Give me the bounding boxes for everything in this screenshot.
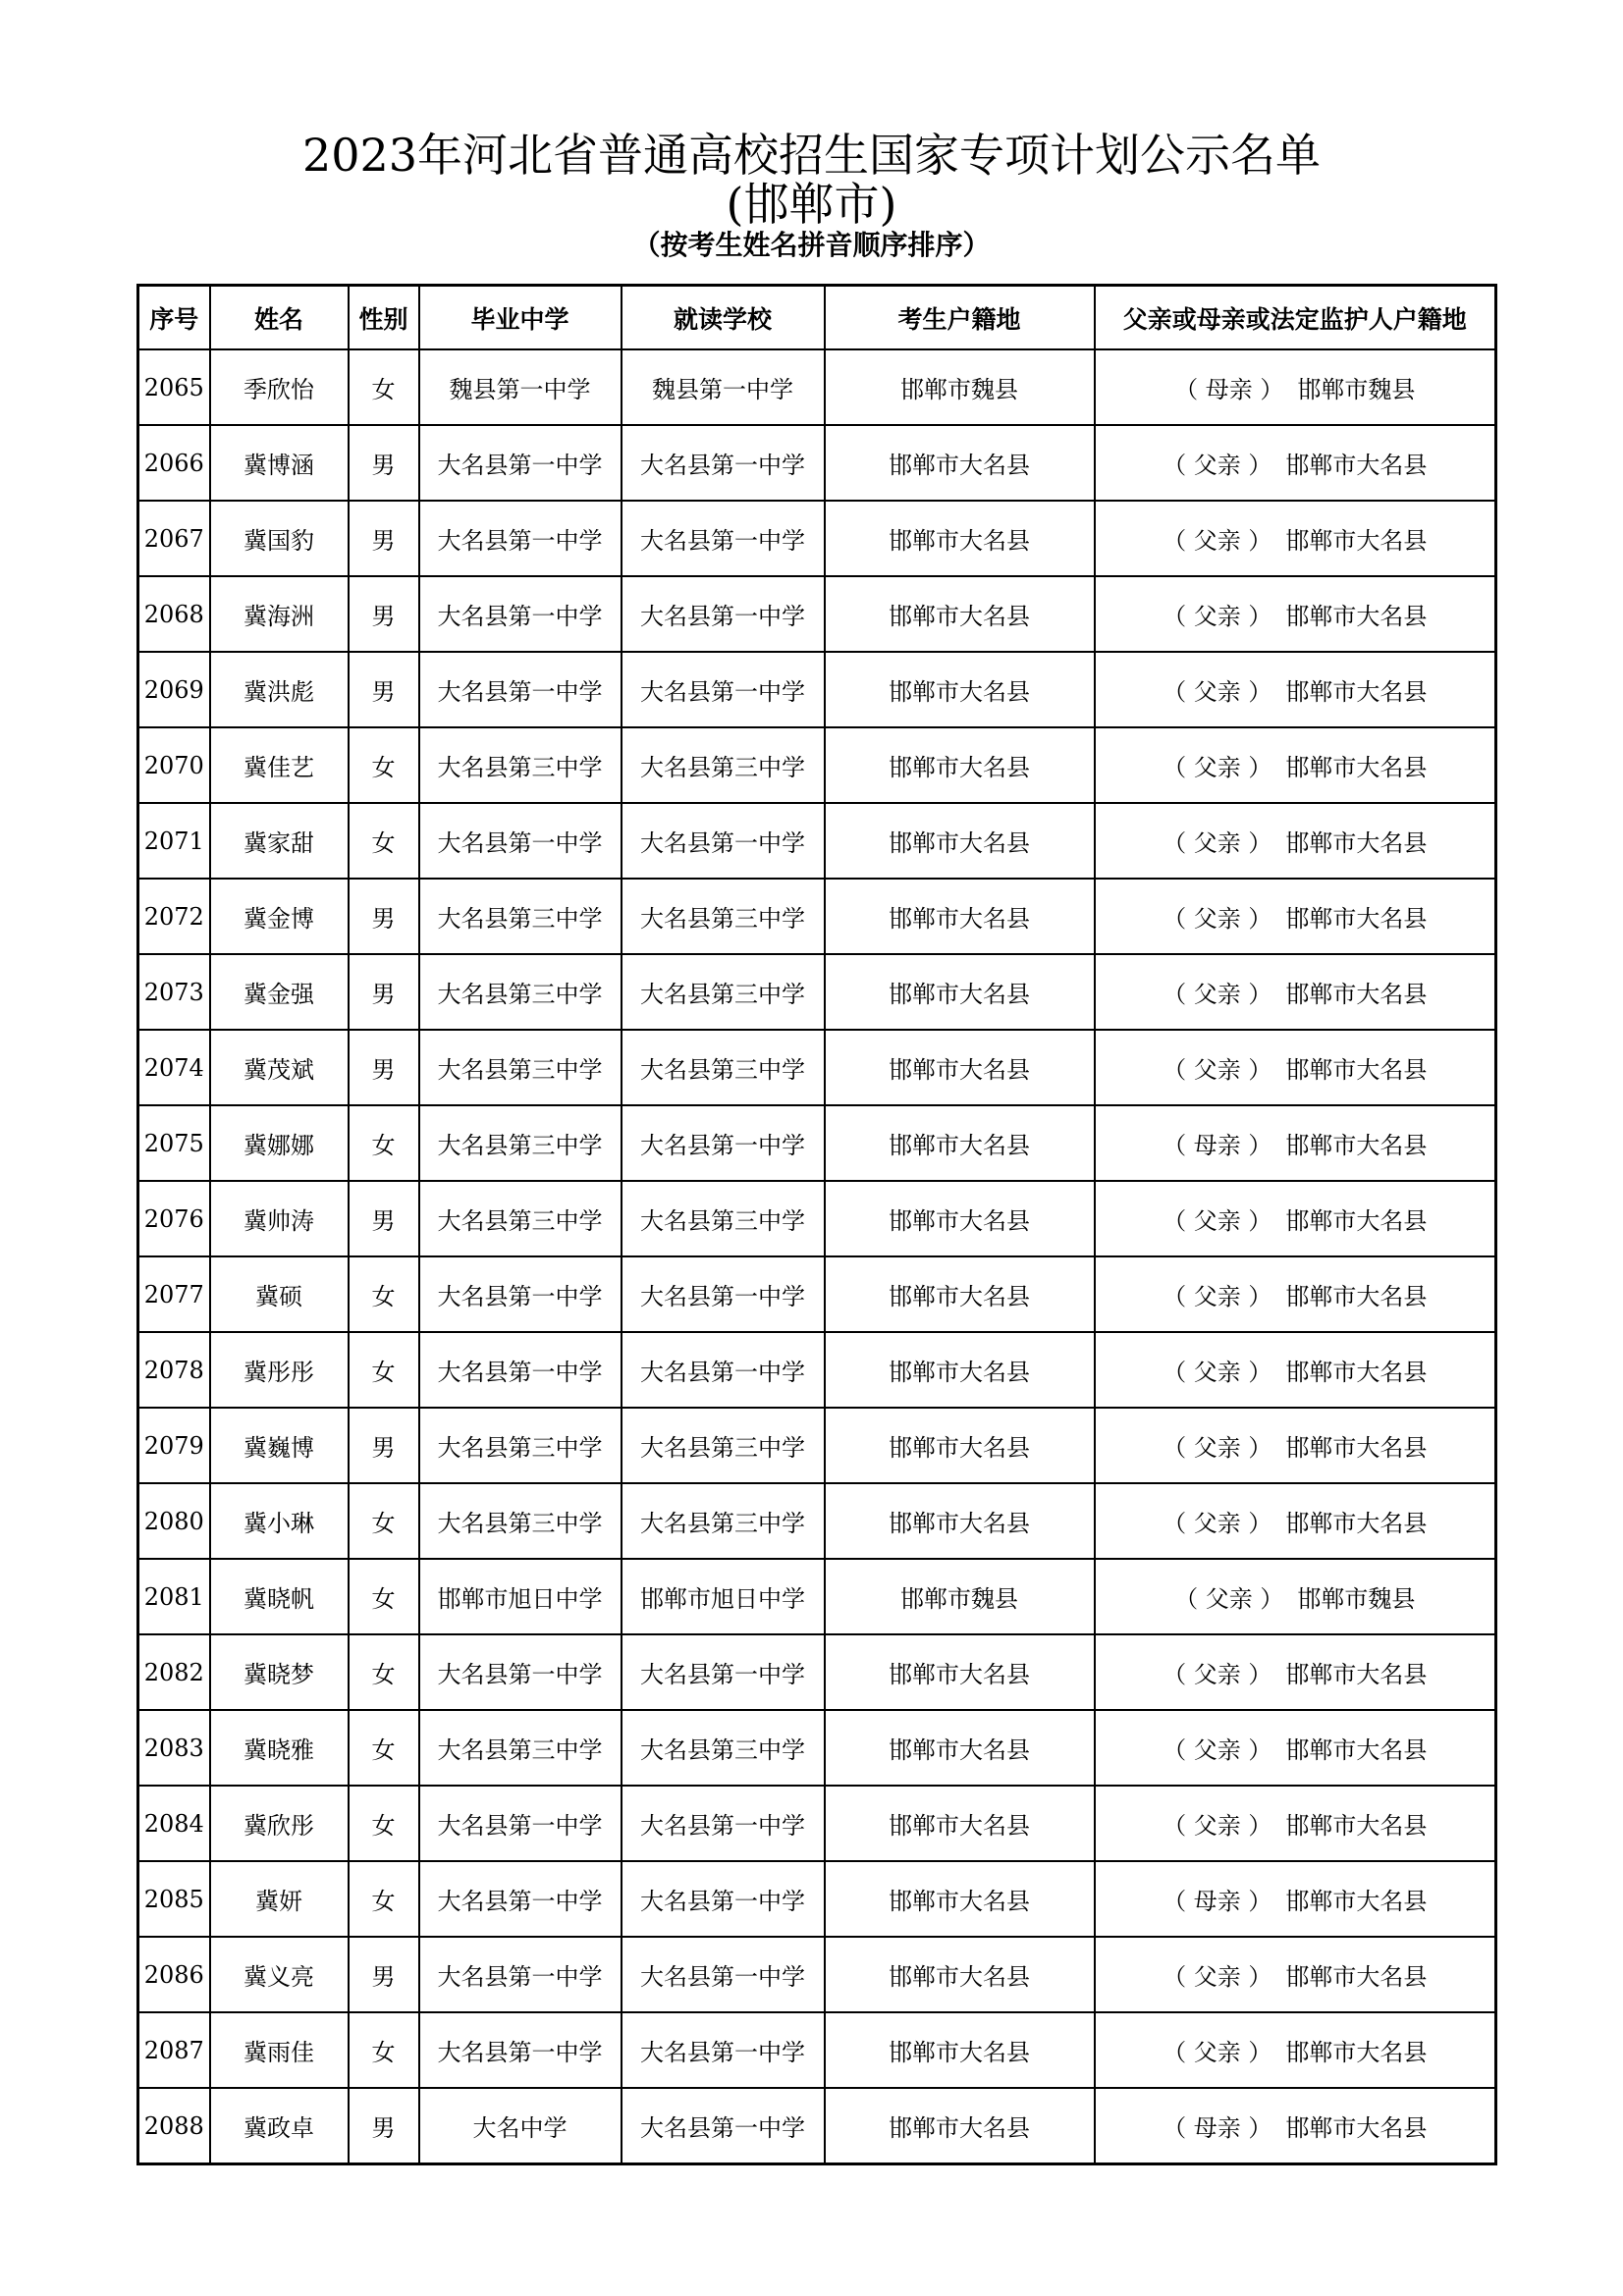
cell-hukou: 邯郸市大名县	[825, 2012, 1095, 2088]
table-row	[138, 1181, 1496, 1256]
table-row	[138, 1937, 1496, 2012]
cell-name: 冀娜娜	[210, 1105, 349, 1181]
cell-current-school: 大名县第一中学	[622, 1786, 825, 1861]
cell-no: 2075	[138, 1105, 210, 1181]
cell-current-school: 邯郸市旭日中学	[622, 1559, 825, 1634]
cell-guardian-hukou	[1095, 576, 1496, 652]
table-row	[138, 727, 1496, 803]
cell-current-school: 大名县第一中学	[622, 1937, 825, 2012]
header-cell-no: 序号	[138, 286, 210, 350]
guardian-relation: （ 母亲 ）	[1163, 1132, 1272, 1159]
table-row	[138, 1786, 1496, 1861]
guardian-relation: （ 父亲 ）	[1163, 1510, 1272, 1537]
cell-grad-school: 大名县第三中学	[419, 727, 622, 803]
cell-gender: 女	[349, 1710, 419, 1786]
cell-current-school: 大名县第三中学	[622, 727, 825, 803]
cell-no: 2084	[138, 1786, 210, 1861]
guardian-place: 邯郸市大名县	[1285, 2114, 1428, 2142]
cell-guardian-hukou	[1095, 1408, 1496, 1483]
cell-gender: 女	[349, 349, 419, 425]
guardian-relation: （ 父亲 ）	[1163, 1963, 1272, 1991]
cell-gender: 男	[349, 501, 419, 576]
guardian-place: 邯郸市大名县	[1285, 829, 1428, 857]
cell-current-school: 大名县第三中学	[622, 1408, 825, 1483]
guardian-place: 邯郸市大名县	[1285, 1207, 1428, 1235]
guardian-relation: （ 父亲 ）	[1163, 981, 1272, 1008]
cell-gender: 男	[349, 2088, 419, 2164]
guardian-relation: （ 父亲 ）	[1163, 1736, 1272, 1764]
cell-grad-school: 大名县第一中学	[419, 1634, 622, 1710]
guardian-place: 邯郸市大名县	[1285, 1132, 1428, 1159]
cell-gender: 男	[349, 954, 419, 1030]
cell-no: 2074	[138, 1030, 210, 1105]
cell-name: 冀洪彪	[210, 652, 349, 727]
cell-hukou: 邯郸市大名县	[825, 727, 1095, 803]
table-row	[138, 1408, 1496, 1483]
cell-no: 2085	[138, 1861, 210, 1937]
cell-gender: 女	[349, 1256, 419, 1332]
cell-guardian-hukou	[1095, 954, 1496, 1030]
header-cell-gender: 性别	[349, 286, 419, 350]
cell-guardian-hukou	[1095, 1786, 1496, 1861]
roster-table	[136, 284, 1497, 2165]
guardian-place: 邯郸市魏县	[1297, 376, 1416, 403]
cell-gender: 男	[349, 425, 419, 501]
guardian-place: 邯郸市大名县	[1285, 1434, 1428, 1462]
guardian-relation: （ 母亲 ）	[1174, 376, 1284, 403]
cell-guardian-hukou	[1095, 1559, 1496, 1634]
cell-gender: 男	[349, 652, 419, 727]
cell-current-school: 大名县第三中学	[622, 954, 825, 1030]
cell-grad-school: 大名县第一中学	[419, 425, 622, 501]
cell-no: 2086	[138, 1937, 210, 2012]
cell-gender: 女	[349, 1105, 419, 1181]
table-row	[138, 425, 1496, 501]
guardian-relation: （ 父亲 ）	[1163, 905, 1272, 933]
cell-grad-school: 大名县第三中学	[419, 1710, 622, 1786]
cell-hukou: 邯郸市大名县	[825, 576, 1095, 652]
table-row	[138, 576, 1496, 652]
document-subtitle: (邯郸市)	[726, 178, 897, 231]
cell-guardian-hukou	[1095, 879, 1496, 954]
guardian-relation: （ 父亲 ）	[1163, 829, 1272, 857]
cell-guardian-hukou	[1095, 1937, 1496, 2012]
cell-hukou: 邯郸市大名县	[825, 954, 1095, 1030]
cell-gender: 女	[349, 727, 419, 803]
cell-current-school: 大名县第一中学	[622, 2088, 825, 2164]
table-row	[138, 652, 1496, 727]
cell-hukou: 邯郸市大名县	[825, 1256, 1095, 1332]
cell-no: 2068	[138, 576, 210, 652]
table-row	[138, 1710, 1496, 1786]
table-row	[138, 1559, 1496, 1634]
cell-current-school: 大名县第一中学	[622, 1634, 825, 1710]
cell-current-school: 大名县第一中学	[622, 2012, 825, 2088]
cell-hukou: 邯郸市大名县	[825, 1408, 1095, 1483]
cell-hukou: 邯郸市大名县	[825, 2088, 1095, 2164]
cell-guardian-hukou	[1095, 501, 1496, 576]
guardian-relation: （ 父亲 ）	[1163, 2039, 1272, 2066]
cell-guardian-hukou	[1095, 652, 1496, 727]
table-row	[138, 2088, 1496, 2164]
guardian-relation: （ 父亲 ）	[1163, 1207, 1272, 1235]
table-row	[138, 501, 1496, 576]
cell-current-school: 大名县第一中学	[622, 803, 825, 879]
cell-hukou: 邯郸市大名县	[825, 1786, 1095, 1861]
cell-guardian-hukou	[1095, 1181, 1496, 1256]
cell-no: 2079	[138, 1408, 210, 1483]
guardian-relation: （ 父亲 ）	[1163, 1283, 1272, 1310]
cell-gender: 女	[349, 1786, 419, 1861]
guardian-place: 邯郸市大名县	[1285, 2039, 1428, 2066]
cell-current-school: 大名县第一中学	[622, 1861, 825, 1937]
cell-grad-school: 大名县第三中学	[419, 1030, 622, 1105]
cell-current-school: 大名县第一中学	[622, 1332, 825, 1408]
guardian-relation: （ 父亲 ）	[1163, 754, 1272, 781]
cell-name: 冀帅涛	[210, 1181, 349, 1256]
table-row	[138, 349, 1496, 425]
cell-name: 冀政卓	[210, 2088, 349, 2164]
cell-guardian-hukou	[1095, 425, 1496, 501]
cell-current-school: 大名县第一中学	[622, 425, 825, 501]
cell-current-school: 大名县第一中学	[622, 501, 825, 576]
guardian-place: 邯郸市大名县	[1285, 981, 1428, 1008]
cell-hukou: 邯郸市大名县	[825, 1937, 1095, 2012]
cell-no: 2069	[138, 652, 210, 727]
cell-hukou: 邯郸市魏县	[825, 349, 1095, 425]
cell-guardian-hukou	[1095, 803, 1496, 879]
table-row	[138, 1105, 1496, 1181]
guardian-place: 邯郸市大名县	[1285, 452, 1428, 479]
cell-gender: 女	[349, 1483, 419, 1559]
guardian-place: 邯郸市大名县	[1285, 678, 1428, 706]
cell-hukou: 邯郸市大名县	[825, 1861, 1095, 1937]
guardian-place: 邯郸市大名县	[1285, 1963, 1428, 1991]
cell-grad-school: 大名中学	[419, 2088, 622, 2164]
cell-guardian-hukou	[1095, 1861, 1496, 1937]
cell-guardian-hukou	[1095, 727, 1496, 803]
cell-grad-school: 邯郸市旭日中学	[419, 1559, 622, 1634]
cell-name: 冀妍	[210, 1861, 349, 1937]
guardian-relation: （ 父亲 ）	[1163, 1812, 1272, 1840]
cell-name: 季欣怡	[210, 349, 349, 425]
cell-grad-school: 大名县第一中学	[419, 1332, 622, 1408]
cell-grad-school: 大名县第一中学	[419, 576, 622, 652]
cell-hukou: 邯郸市大名县	[825, 1105, 1095, 1181]
cell-grad-school: 大名县第三中学	[419, 954, 622, 1030]
cell-name: 冀金强	[210, 954, 349, 1030]
cell-grad-school: 大名县第三中学	[419, 1408, 622, 1483]
document-title: 2023年河北省普通高校招生国家专项计划公示名单	[301, 129, 1322, 182]
cell-hukou: 邯郸市大名县	[825, 1710, 1095, 1786]
cell-no: 2070	[138, 727, 210, 803]
guardian-place: 邯郸市大名县	[1285, 1736, 1428, 1764]
guardian-place: 邯郸市大名县	[1285, 1359, 1428, 1386]
cell-current-school: 大名县第三中学	[622, 1030, 825, 1105]
cell-current-school: 大名县第三中学	[622, 1181, 825, 1256]
cell-grad-school: 大名县第三中学	[419, 1483, 622, 1559]
guardian-place: 邯郸市大名县	[1285, 1283, 1428, 1310]
cell-no: 2078	[138, 1332, 210, 1408]
cell-name: 冀彤彤	[210, 1332, 349, 1408]
cell-current-school: 大名县第一中学	[622, 652, 825, 727]
cell-current-school: 魏县第一中学	[622, 349, 825, 425]
cell-current-school: 大名县第一中学	[622, 1105, 825, 1181]
guardian-relation: （ 父亲 ）	[1163, 1359, 1272, 1386]
cell-name: 冀义亮	[210, 1937, 349, 2012]
guardian-relation: （ 父亲 ）	[1163, 678, 1272, 706]
cell-guardian-hukou	[1095, 1634, 1496, 1710]
guardian-place: 邯郸市大名县	[1285, 1888, 1428, 1915]
cell-no: 2072	[138, 879, 210, 954]
cell-hukou: 邯郸市大名县	[825, 879, 1095, 954]
cell-gender: 男	[349, 1937, 419, 2012]
cell-grad-school: 大名县第三中学	[419, 879, 622, 954]
cell-name: 冀金博	[210, 879, 349, 954]
cell-name: 冀佳艺	[210, 727, 349, 803]
cell-hukou: 邯郸市大名县	[825, 1181, 1095, 1256]
table-row	[138, 954, 1496, 1030]
guardian-place: 邯郸市大名县	[1285, 527, 1428, 555]
cell-gender: 女	[349, 1634, 419, 1710]
cell-gender: 女	[349, 803, 419, 879]
cell-grad-school: 大名县第三中学	[419, 1105, 622, 1181]
cell-name: 冀雨佳	[210, 2012, 349, 2088]
table-body	[138, 349, 1496, 2164]
guardian-place: 邯郸市魏县	[1297, 1585, 1416, 1613]
cell-gender: 男	[349, 1030, 419, 1105]
cell-guardian-hukou	[1095, 1332, 1496, 1408]
header-cell-guardian-hukou: 父亲或母亲或法定监护人户籍地	[1095, 286, 1496, 350]
table-row	[138, 1483, 1496, 1559]
cell-no: 2076	[138, 1181, 210, 1256]
guardian-place: 邯郸市大名县	[1285, 1056, 1428, 1084]
sort-note: （按考生姓名拼音顺序排序）	[632, 229, 991, 261]
cell-guardian-hukou	[1095, 1483, 1496, 1559]
cell-guardian-hukou	[1095, 1105, 1496, 1181]
cell-gender: 男	[349, 576, 419, 652]
cell-gender: 女	[349, 1559, 419, 1634]
table-row	[138, 803, 1496, 879]
cell-grad-school: 魏县第一中学	[419, 349, 622, 425]
guardian-relation: （ 母亲 ）	[1163, 1888, 1272, 1915]
header-row	[138, 286, 1496, 350]
cell-no: 2088	[138, 2088, 210, 2164]
cell-name: 冀茂斌	[210, 1030, 349, 1105]
cell-name: 冀博涵	[210, 425, 349, 501]
cell-name: 冀欣彤	[210, 1786, 349, 1861]
cell-hukou: 邯郸市大名县	[825, 1483, 1095, 1559]
cell-current-school: 大名县第三中学	[622, 1710, 825, 1786]
table-row	[138, 2012, 1496, 2088]
cell-guardian-hukou	[1095, 2088, 1496, 2164]
cell-hukou: 邯郸市大名县	[825, 1030, 1095, 1105]
cell-hukou: 邯郸市大名县	[825, 803, 1095, 879]
cell-name: 冀家甜	[210, 803, 349, 879]
cell-no: 2081	[138, 1559, 210, 1634]
cell-gender: 男	[349, 879, 419, 954]
guardian-relation: （ 父亲 ）	[1163, 1056, 1272, 1084]
guardian-relation: （ 父亲 ）	[1163, 603, 1272, 630]
table-header	[138, 286, 1496, 350]
cell-name: 冀海洲	[210, 576, 349, 652]
cell-grad-school: 大名县第一中学	[419, 501, 622, 576]
table-row	[138, 879, 1496, 954]
cell-grad-school: 大名县第一中学	[419, 1861, 622, 1937]
cell-hukou: 邯郸市大名县	[825, 1634, 1095, 1710]
table-row	[138, 1332, 1496, 1408]
guardian-place: 邯郸市大名县	[1285, 603, 1428, 630]
cell-hukou: 邯郸市大名县	[825, 501, 1095, 576]
cell-hukou: 邯郸市大名县	[825, 652, 1095, 727]
cell-grad-school: 大名县第一中学	[419, 2012, 622, 2088]
guardian-relation: （ 父亲 ）	[1174, 1585, 1284, 1613]
table-row	[138, 1256, 1496, 1332]
header-cell-current-school: 就读学校	[622, 286, 825, 350]
cell-name: 冀晓梦	[210, 1634, 349, 1710]
cell-name: 冀晓雅	[210, 1710, 349, 1786]
cell-gender: 女	[349, 1332, 419, 1408]
cell-name: 冀巍博	[210, 1408, 349, 1483]
cell-grad-school: 大名县第一中学	[419, 1786, 622, 1861]
cell-name: 冀硕	[210, 1256, 349, 1332]
cell-no: 2065	[138, 349, 210, 425]
cell-guardian-hukou	[1095, 2012, 1496, 2088]
guardian-relation: （ 父亲 ）	[1163, 527, 1272, 555]
cell-hukou: 邯郸市魏县	[825, 1559, 1095, 1634]
cell-grad-school: 大名县第一中学	[419, 1937, 622, 2012]
cell-no: 2082	[138, 1634, 210, 1710]
cell-guardian-hukou	[1095, 349, 1496, 425]
guardian-relation: （ 母亲 ）	[1163, 2114, 1272, 2142]
cell-name: 冀国豹	[210, 501, 349, 576]
cell-no: 2077	[138, 1256, 210, 1332]
guardian-place: 邯郸市大名县	[1285, 1812, 1428, 1840]
guardian-place: 邯郸市大名县	[1285, 1510, 1428, 1537]
cell-no: 2080	[138, 1483, 210, 1559]
cell-guardian-hukou	[1095, 1710, 1496, 1786]
header-cell-grad-school: 毕业中学	[419, 286, 622, 350]
table-row	[138, 1634, 1496, 1710]
guardian-relation: （ 父亲 ）	[1163, 1661, 1272, 1688]
cell-current-school: 大名县第一中学	[622, 576, 825, 652]
header-cell-hukou: 考生户籍地	[825, 286, 1095, 350]
cell-no: 2083	[138, 1710, 210, 1786]
guardian-relation: （ 父亲 ）	[1163, 1434, 1272, 1462]
cell-grad-school: 大名县第一中学	[419, 803, 622, 879]
cell-grad-school: 大名县第三中学	[419, 1181, 622, 1256]
guardian-place: 邯郸市大名县	[1285, 905, 1428, 933]
cell-gender: 女	[349, 2012, 419, 2088]
cell-grad-school: 大名县第一中学	[419, 652, 622, 727]
cell-current-school: 大名县第一中学	[622, 1256, 825, 1332]
cell-gender: 男	[349, 1181, 419, 1256]
cell-no: 2071	[138, 803, 210, 879]
guardian-relation: （ 父亲 ）	[1163, 452, 1272, 479]
cell-no: 2073	[138, 954, 210, 1030]
cell-gender: 女	[349, 1861, 419, 1937]
cell-guardian-hukou	[1095, 1030, 1496, 1105]
cell-hukou: 邯郸市大名县	[825, 1332, 1095, 1408]
cell-no: 2087	[138, 2012, 210, 2088]
cell-guardian-hukou	[1095, 1256, 1496, 1332]
cell-grad-school: 大名县第一中学	[419, 1256, 622, 1332]
cell-gender: 男	[349, 1408, 419, 1483]
cell-no: 2067	[138, 501, 210, 576]
cell-name: 冀小琳	[210, 1483, 349, 1559]
cell-name: 冀晓帆	[210, 1559, 349, 1634]
table-row	[138, 1030, 1496, 1105]
guardian-place: 邯郸市大名县	[1285, 754, 1428, 781]
table-row	[138, 1861, 1496, 1937]
cell-current-school: 大名县第三中学	[622, 1483, 825, 1559]
guardian-place: 邯郸市大名县	[1285, 1661, 1428, 1688]
cell-current-school: 大名县第三中学	[622, 879, 825, 954]
cell-no: 2066	[138, 425, 210, 501]
cell-hukou: 邯郸市大名县	[825, 425, 1095, 501]
header-cell-name: 姓名	[210, 286, 349, 350]
